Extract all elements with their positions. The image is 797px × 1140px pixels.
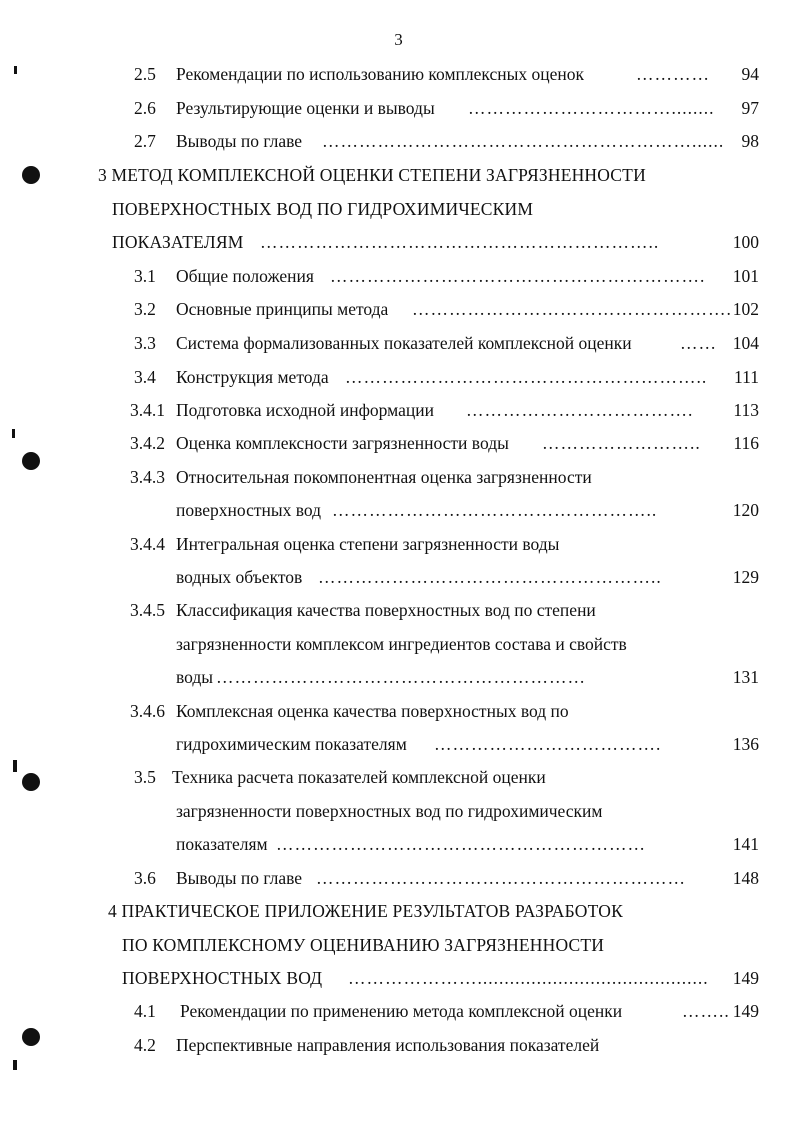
chapter-4-heading-line-1: 4 ПРАКТИЧЕСКОЕ ПРИЛОЖЕНИЕ РЕЗУЛЬТАТОВ РАЗРАБОТОК [108,901,623,921]
toc-entry-number: 3.4.4 [130,534,165,554]
toc-entry-page: 129 [732,567,759,587]
toc-entry-title: Выводы по главе [176,131,303,151]
toc-entry-title: Интегральная оценка степени загрязненности воды [176,534,560,554]
punch-hole-mark [22,452,40,470]
toc-entry-title: Система формализованных показателей комплексной оценки [176,333,632,353]
scan-speck [13,760,17,772]
toc-leader-dots: …………………….. [542,433,701,453]
toc-entry-4-2 [0,1034,797,1056]
toc-entry-number: 3.2 [134,299,156,319]
toc-entry-title: Перспективные направления использования показателей [176,1035,600,1055]
toc-leader-dots: ……………………………………………. [412,299,732,319]
toc-entry-title: Конструкция метода [176,367,329,387]
toc-leader-dots: ………………………………………………….. [345,367,708,387]
toc-entry-3-1 [0,265,797,287]
toc-entry-page: 149 [732,968,759,988]
toc-leader-dots: …………………........................................... [348,968,709,988]
toc-entry-3-4-5-cont [0,633,797,655]
toc-entry-3-4-2 [0,432,797,454]
toc-entry-number: 3.4.6 [130,701,165,721]
toc-entry-page: 94 [741,64,759,84]
scan-speck [12,429,15,438]
toc-entry-number: 3.4.1 [130,400,165,420]
toc-entry-page: 141 [732,834,759,854]
toc-entry-3-4-3-cont [0,499,797,521]
toc-entry-title: Техника расчета показателей комплексной оценки [172,767,546,787]
toc-entry-title: Оценка комплексности загрязненности воды [176,433,509,453]
toc-entry-4-1 [0,1000,797,1022]
chapter-3-heading-line-1: 3 МЕТОД КОМПЛЕКСНОЙ ОЦЕНКИ СТЕПЕНИ ЗАГРЯЗНЕННОСТИ [98,165,646,185]
toc-entry-title: Комплексная оценка качества поверхностных вод по [176,701,569,721]
toc-entry-3-4-6-cont [0,733,797,755]
toc-entry-title: Относительная покомпонентная оценка загрязненности [176,467,592,487]
toc-entry-3-3 [0,332,797,354]
toc-entry-title: показателям [176,834,268,854]
toc-entry-number: 3.5 [134,767,156,787]
toc-entry-title: поверхностных вод [176,500,322,520]
toc-entry-number: 3.3 [134,333,156,353]
toc-leader-dots: …………………………………………………… [216,667,586,687]
toc-entry-number: 3.1 [134,266,156,286]
toc-leader-dots: ………………………………. [434,734,662,754]
toc-entry-3-4-3 [0,466,797,488]
toc-entry-page: 131 [732,667,759,687]
toc-entry-title: Выводы по главе [176,868,303,888]
toc-entry-number: 4.2 [134,1035,156,1055]
toc-entry-page: 120 [732,500,759,520]
toc-entry-page: 149 [732,1001,759,1021]
toc-entry-title: загрязненности комплексом ингредиентов состава и свойств [176,634,627,654]
toc-entry-number: 3.4.5 [130,600,165,620]
toc-entry-page: 101 [732,266,759,286]
scan-speck [14,66,17,74]
toc-entry-title: воды [176,667,214,687]
toc-entry-2-5 [0,63,797,85]
toc-entry-page: 111 [734,367,759,387]
toc-entry-number: 2.6 [134,98,156,118]
toc-entry-number: 3.4 [134,367,156,387]
toc-entry-3-5-cont2 [0,833,797,855]
toc-entry-page: 98 [741,131,759,151]
toc-leader-dots: ……………………………………………………….. [260,232,660,252]
toc-leader-dots: …….. [682,1001,730,1021]
toc-entry-2-6 [0,97,797,119]
toc-entry-page: 102 [732,299,759,319]
toc-entry-number: 2.5 [134,64,156,84]
toc-entry-2-7 [0,130,797,152]
toc-entry-3-4-4-cont [0,566,797,588]
toc-entry-3-5 [0,766,797,788]
toc-entry-page: 104 [732,333,759,353]
toc-entry-chapter-3 [0,231,797,253]
toc-leader-dots: …………………………………………….. [332,500,658,520]
toc-leader-dots: ………… [636,64,710,84]
toc-entry-3-2 [0,298,797,320]
toc-entry-chapter-4 [0,967,797,989]
toc-entry-title: Подготовка исходной информации [176,400,434,420]
toc-leader-dots: …… [680,333,717,353]
toc-entry-page: 97 [741,98,759,118]
toc-entry-number: 3.6 [134,868,156,888]
toc-entry-page: 100 [732,232,759,252]
toc-entry-3-4-1 [0,399,797,421]
toc-entry-title: Рекомендации по применению метода комплексной оценки [180,1001,623,1021]
scan-speck [13,1060,17,1070]
toc-entry-number: 4.1 [134,1001,156,1021]
toc-entry-page: 148 [732,868,759,888]
toc-entry-title: водных объектов [176,567,303,587]
toc-entry-number: 2.7 [134,131,156,151]
punch-hole-mark [22,773,40,791]
toc-entry-3-6 [0,867,797,889]
chapter-4-heading-line-2: ПО КОМПЛЕКСНОМУ ОЦЕНИВАНИЮ ЗАГРЯЗНЕННОСТИ [122,935,605,955]
page-number: 3 [394,30,403,49]
toc-leader-dots: ……………………………........ [468,98,715,118]
toc-entry-number: 3.4.3 [130,467,165,487]
toc-entry-title: ПОКАЗАТЕЛЯМ [112,232,244,252]
toc-leader-dots: ……………………………………………………...... [322,131,725,151]
toc-entry-page: 116 [733,433,759,453]
chapter-3-heading-line-2: ПОВЕРХНОСТНЫХ ВОД ПО ГИДРОХИМИЧЕСКИМ [112,199,534,219]
toc-entry-title: Рекомендации по использованию комплексных оценок [176,64,584,84]
toc-entry-page: 113 [733,400,759,420]
toc-entry-title: Общие положения [176,266,314,286]
toc-entry-title: ПОВЕРХНОСТНЫХ ВОД [122,968,323,988]
toc-entry-3-4 [0,366,797,388]
toc-entry-title: Результирующие оценки и выводы [176,98,435,118]
toc-entry-number: 3.4.2 [130,433,165,453]
toc-leader-dots: …………………………………………………… [316,868,686,888]
toc-entry-title: Классификация качества поверхностных вод по степени [176,600,596,620]
toc-leader-dots: ………………………………. [466,400,694,420]
toc-entry-3-4-4 [0,533,797,555]
toc-entry-3-4-5-cont2 [0,666,797,688]
punch-hole-mark [22,166,40,184]
toc-entry-page: 136 [732,734,759,754]
punch-hole-mark [22,1028,40,1046]
toc-leader-dots: ……………………………………………….. [318,567,662,587]
toc-leader-dots: ……………………………………………………. [330,266,706,286]
toc-leader-dots: …………………………………………………… [276,834,646,854]
toc-entry-3-5-cont [0,800,797,822]
toc-entry-3-4-5 [0,599,797,621]
toc-entry-title: загрязненности поверхностных вод по гидрохимическим [176,801,603,821]
toc-entry-3-4-6 [0,700,797,722]
toc-entry-title: гидрохимическим показателям [176,734,407,754]
toc-entry-title: Основные принципы метода [176,299,389,319]
